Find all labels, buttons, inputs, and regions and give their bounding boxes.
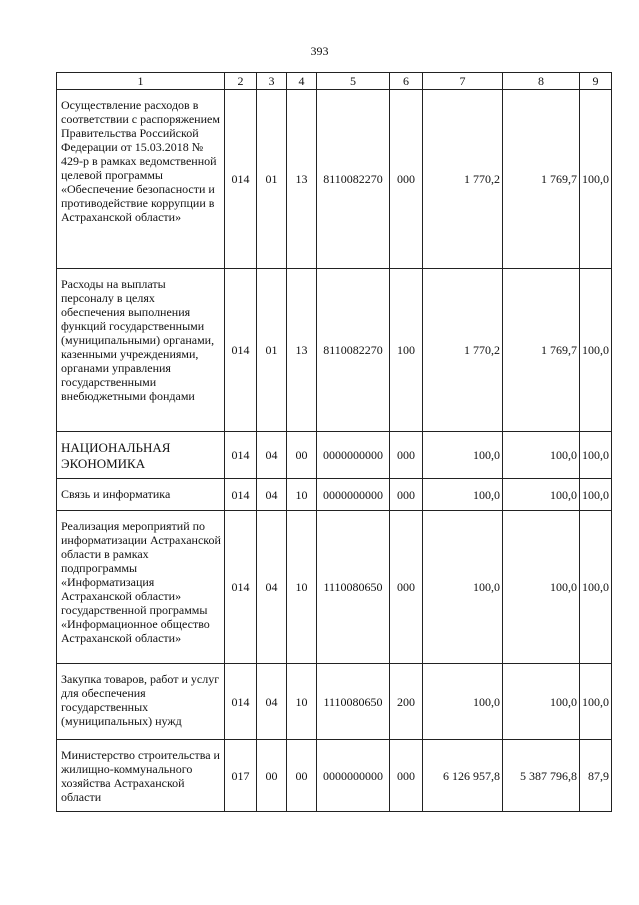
cell-c8: 5 387 796,8 xyxy=(503,740,580,812)
cell-c6: 100 xyxy=(390,269,423,432)
row-name: НАЦИОНАЛЬНАЯ ЭКОНОМИКА xyxy=(57,432,225,479)
cell-c6: 000 xyxy=(390,479,423,511)
cell-c5: 0000000000 xyxy=(317,479,390,511)
table-row xyxy=(57,269,612,432)
cell-c8: 100,0 xyxy=(503,511,580,664)
column-header: 4 xyxy=(287,73,317,90)
cell-c5: 8110082270 xyxy=(317,90,390,269)
cell-c4: 00 xyxy=(287,740,317,812)
row-name: Расходы на выплаты персоналу в целях обеспечения выполнения функций государственными (муниципальными) органами, казенными учреждениями, органами управления государственными внебюджетными фондами xyxy=(57,269,225,432)
cell-c4: 10 xyxy=(287,511,317,664)
column-header: 7 xyxy=(423,73,503,90)
table-row xyxy=(57,90,612,269)
row-name: Осуществление расходов в соответствии с распоряжением Правительства Российской Федерации от 15.03.2018 № 429-р в рамках ведомственной целевой программы «Обеспечение безопасности и противодействие коррупции в Астраханской области» xyxy=(57,90,225,269)
cell-c7: 100,0 xyxy=(423,511,503,664)
cell-c7: 100,0 xyxy=(423,432,503,479)
cell-c8: 1 769,7 xyxy=(503,90,580,269)
cell-c2: 014 xyxy=(225,432,257,479)
cell-c5: 8110082270 xyxy=(317,269,390,432)
cell-c7: 1 770,2 xyxy=(423,90,503,269)
cell-c2: 014 xyxy=(225,90,257,269)
cell-c9: 100,0 xyxy=(580,432,612,479)
cell-c5: 0000000000 xyxy=(317,432,390,479)
column-header: 1 xyxy=(57,73,225,90)
cell-c3: 04 xyxy=(257,511,287,664)
cell-c9: 100,0 xyxy=(580,479,612,511)
cell-c4: 13 xyxy=(287,269,317,432)
table-row xyxy=(57,740,612,812)
cell-c2: 014 xyxy=(225,269,257,432)
cell-c8: 100,0 xyxy=(503,479,580,511)
cell-c5: 0000000000 xyxy=(317,740,390,812)
cell-c3: 04 xyxy=(257,664,287,740)
cell-c8: 100,0 xyxy=(503,664,580,740)
budget-table xyxy=(56,72,612,812)
cell-c5: 1110080650 xyxy=(317,511,390,664)
cell-c2: 014 xyxy=(225,511,257,664)
cell-c6: 000 xyxy=(390,432,423,479)
cell-c3: 00 xyxy=(257,740,287,812)
cell-c8: 1 769,7 xyxy=(503,269,580,432)
cell-c7: 100,0 xyxy=(423,479,503,511)
cell-c8: 100,0 xyxy=(503,432,580,479)
cell-c4: 10 xyxy=(287,479,317,511)
cell-c6: 000 xyxy=(390,740,423,812)
row-name: Реализация мероприятий по информатизации Астраханской области в рамках подпрограммы «Информатизация Астраханской области» государственной программы «Информационное общество Астраханской области» xyxy=(57,511,225,664)
column-header: 8 xyxy=(503,73,580,90)
row-name: Связь и информатика xyxy=(57,479,225,511)
row-name: Министерство строительства и жилищно-коммунального хозяйства Астраханской области xyxy=(57,740,225,812)
page-number: 393 xyxy=(310,44,329,58)
cell-c3: 01 xyxy=(257,90,287,269)
cell-c6: 000 xyxy=(390,90,423,269)
cell-c3: 01 xyxy=(257,269,287,432)
column-header: 9 xyxy=(580,73,612,90)
table-header-row xyxy=(57,73,612,90)
cell-c3: 04 xyxy=(257,432,287,479)
row-name: Закупка товаров, работ и услуг для обеспечения государственных (муниципальных) нужд xyxy=(57,664,225,740)
cell-c7: 6 126 957,8 xyxy=(423,740,503,812)
cell-c9: 100,0 xyxy=(580,269,612,432)
table-row xyxy=(57,664,612,740)
cell-c9: 87,9 xyxy=(580,740,612,812)
cell-c6: 200 xyxy=(390,664,423,740)
cell-c3: 04 xyxy=(257,479,287,511)
column-header: 3 xyxy=(257,73,287,90)
cell-c4: 13 xyxy=(287,90,317,269)
cell-c2: 017 xyxy=(225,740,257,812)
cell-c4: 10 xyxy=(287,664,317,740)
cell-c9: 100,0 xyxy=(580,664,612,740)
table-row xyxy=(57,479,612,511)
cell-c7: 100,0 xyxy=(423,664,503,740)
cell-c2: 014 xyxy=(225,664,257,740)
cell-c5: 1110080650 xyxy=(317,664,390,740)
column-header: 6 xyxy=(390,73,423,90)
cell-c9: 100,0 xyxy=(580,90,612,269)
cell-c4: 00 xyxy=(287,432,317,479)
table-row xyxy=(57,432,612,479)
cell-c9: 100,0 xyxy=(580,511,612,664)
column-header: 2 xyxy=(225,73,257,90)
cell-c2: 014 xyxy=(225,479,257,511)
cell-c7: 1 770,2 xyxy=(423,269,503,432)
table-row xyxy=(57,511,612,664)
cell-c6: 000 xyxy=(390,511,423,664)
column-header: 5 xyxy=(317,73,390,90)
